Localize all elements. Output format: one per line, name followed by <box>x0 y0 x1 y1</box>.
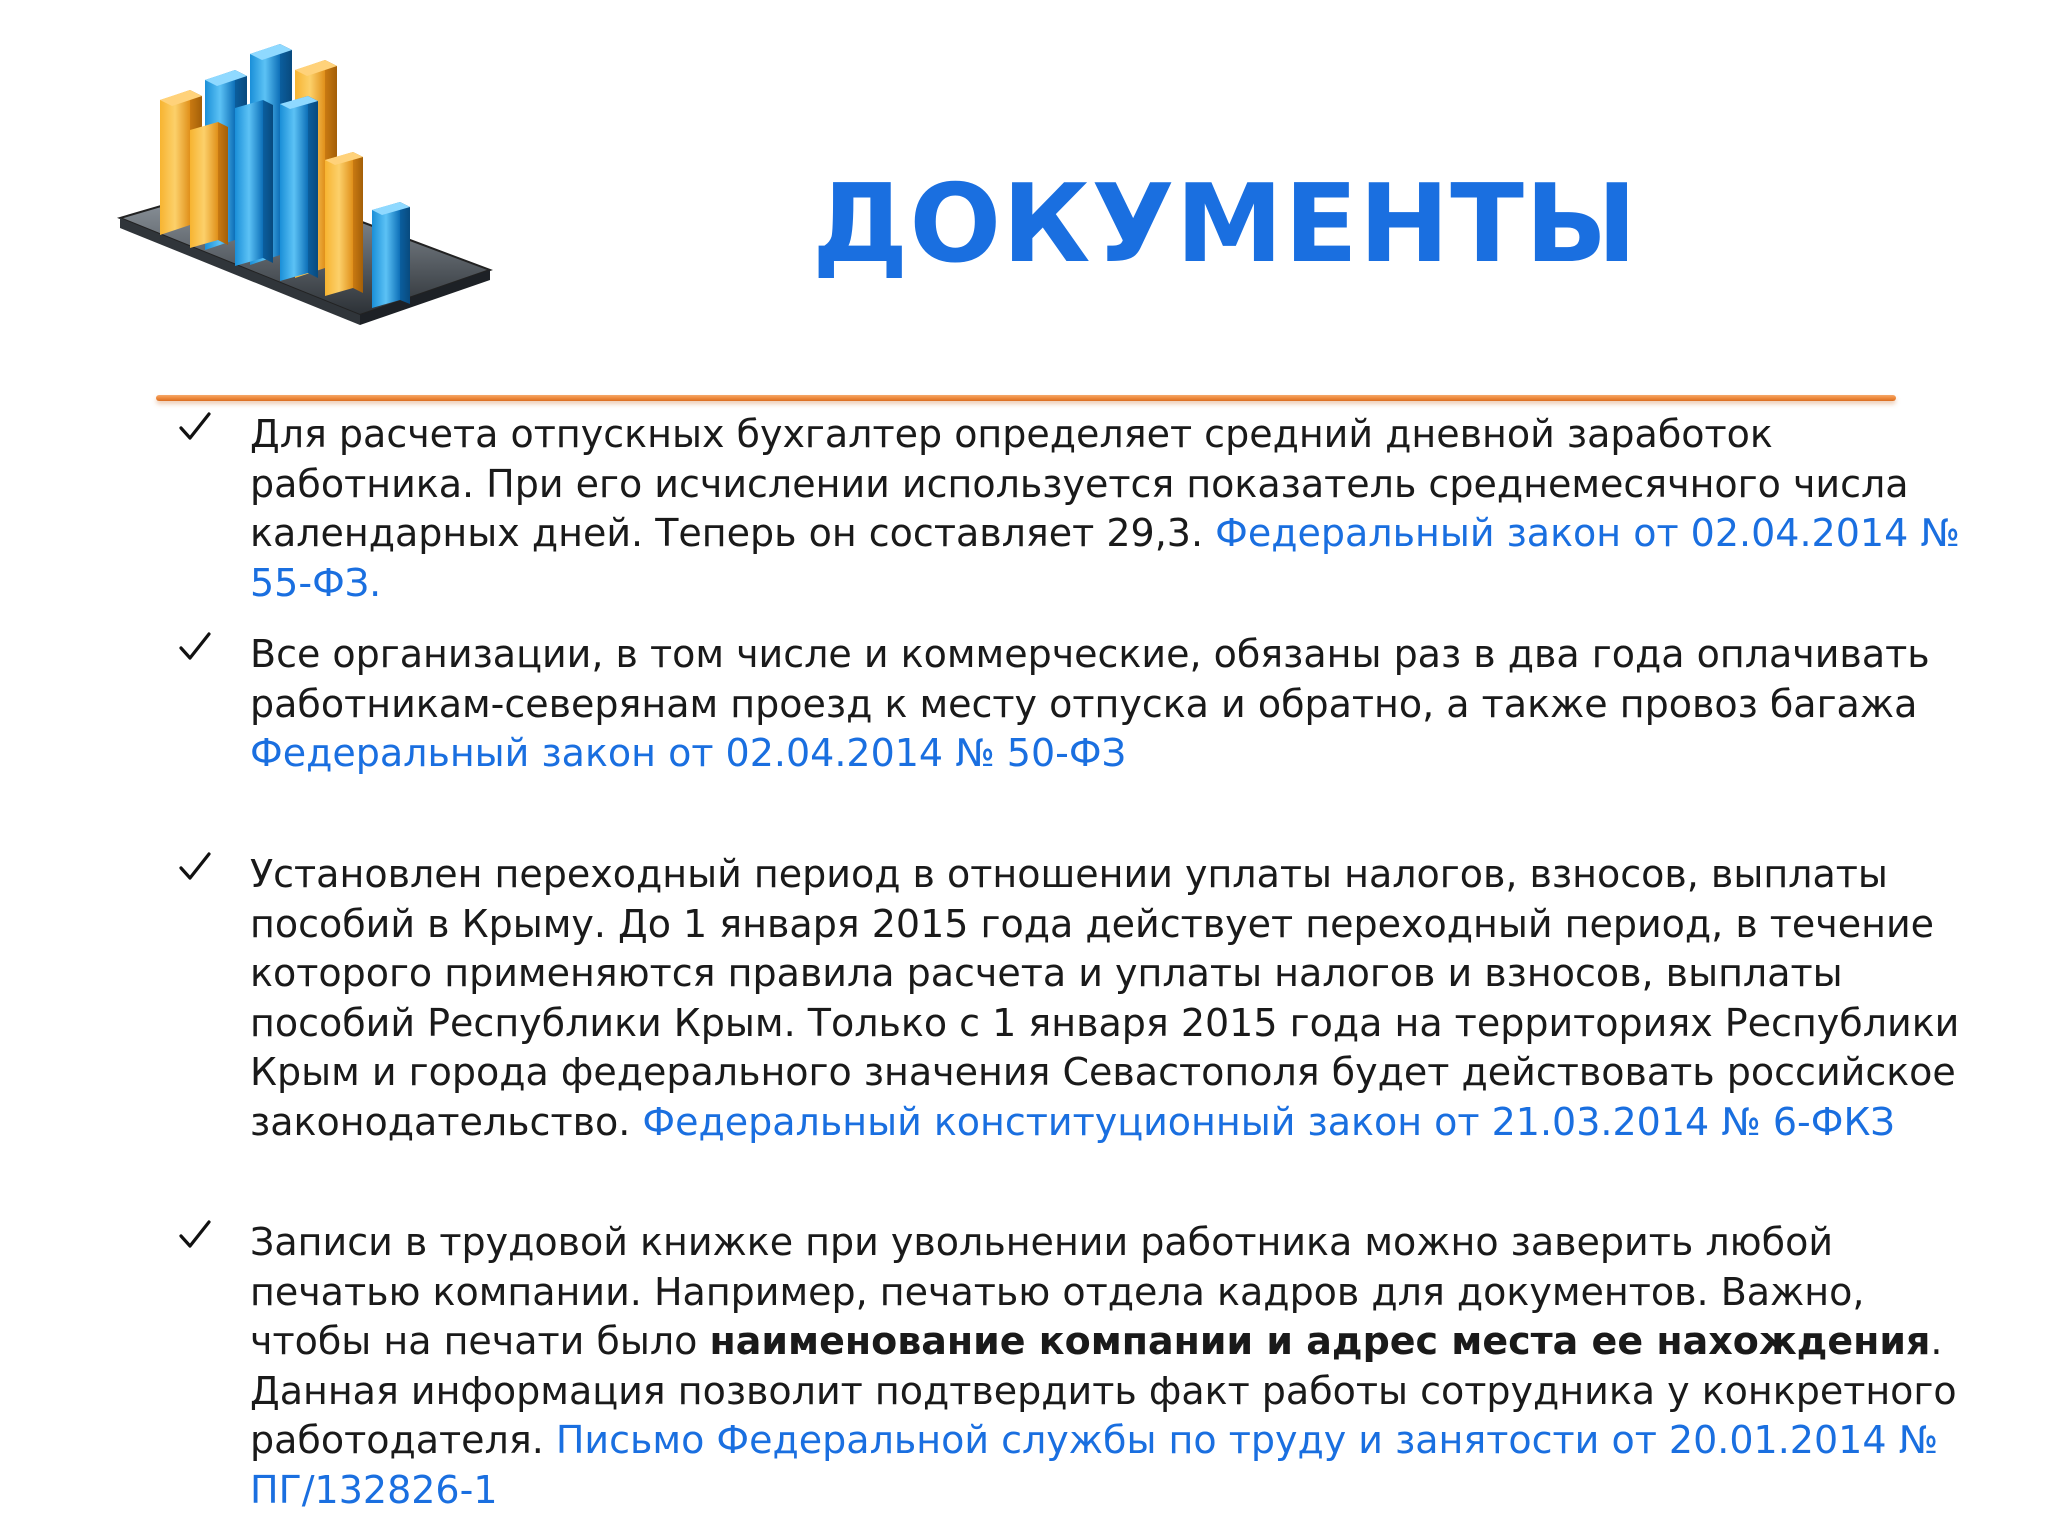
bar-chart-icon <box>110 40 510 340</box>
item-text: Записи в трудовой книжке при увольнении работника можно заверить любой печатью компании. Например, печатью отдела кадров для документов. Важно, чтобы на печати было <box>250 1220 1865 1363</box>
check-icon <box>178 1218 212 1252</box>
item-text: Для расчета отпускных бухгалтер определяет средний дневной заработок работника. При его исчислении используется показатель среднемесячного числа календарных дней. Теперь он составляет 29,3. <box>250 412 1909 555</box>
law-reference: Федеральный закон от 02.04.2014 № 50-ФЗ <box>250 731 1126 775</box>
page-title: ДОКУМЕНТЫ <box>812 162 1638 287</box>
law-reference: Письмо Федеральной службы по труду и занятости от 20.01.2014 № ПГ/132826-1 <box>250 1418 1939 1512</box>
emphasis-text: наименование компании и адрес места ее нахождения <box>709 1319 1931 1363</box>
list-item-text <box>250 630 1970 779</box>
divider <box>156 395 1896 401</box>
list-item-text <box>250 1218 1970 1515</box>
item-text: . Данная информация позволит подтвердить факт работы сотрудника у конкретного работодателя. <box>250 1319 1957 1462</box>
law-reference: Федеральный закон от 02.04.2014 № 55-ФЗ. <box>250 511 1960 605</box>
item-text: Все организации, в том числе и коммерческие, обязаны раз в два года оплачивать работникам-северянам проезд к месту отпуска и обратно, а также провоз багажа <box>250 632 1930 726</box>
law-reference: Федеральный конституционный закон от 21.03.2014 № 6-ФКЗ <box>642 1099 1895 1144</box>
check-icon <box>178 630 212 664</box>
list-item-text <box>250 850 1970 1147</box>
item-text: Установлен переходный период в отношении уплаты налогов, взносов, выплаты пособий в Крыму. До 1 января 2015 года действует переходный период, в течение которого применяются правила расчета и уплаты налогов и взносов, выплаты пособий Республики Крым. Только с 1 января 2015 года на территориях Республики Крым и города федерального значения Севастополя будет действовать российское законодательство. <box>250 852 1960 1144</box>
list-item-text <box>250 410 1970 608</box>
check-icon <box>178 850 212 884</box>
check-icon <box>178 410 212 444</box>
